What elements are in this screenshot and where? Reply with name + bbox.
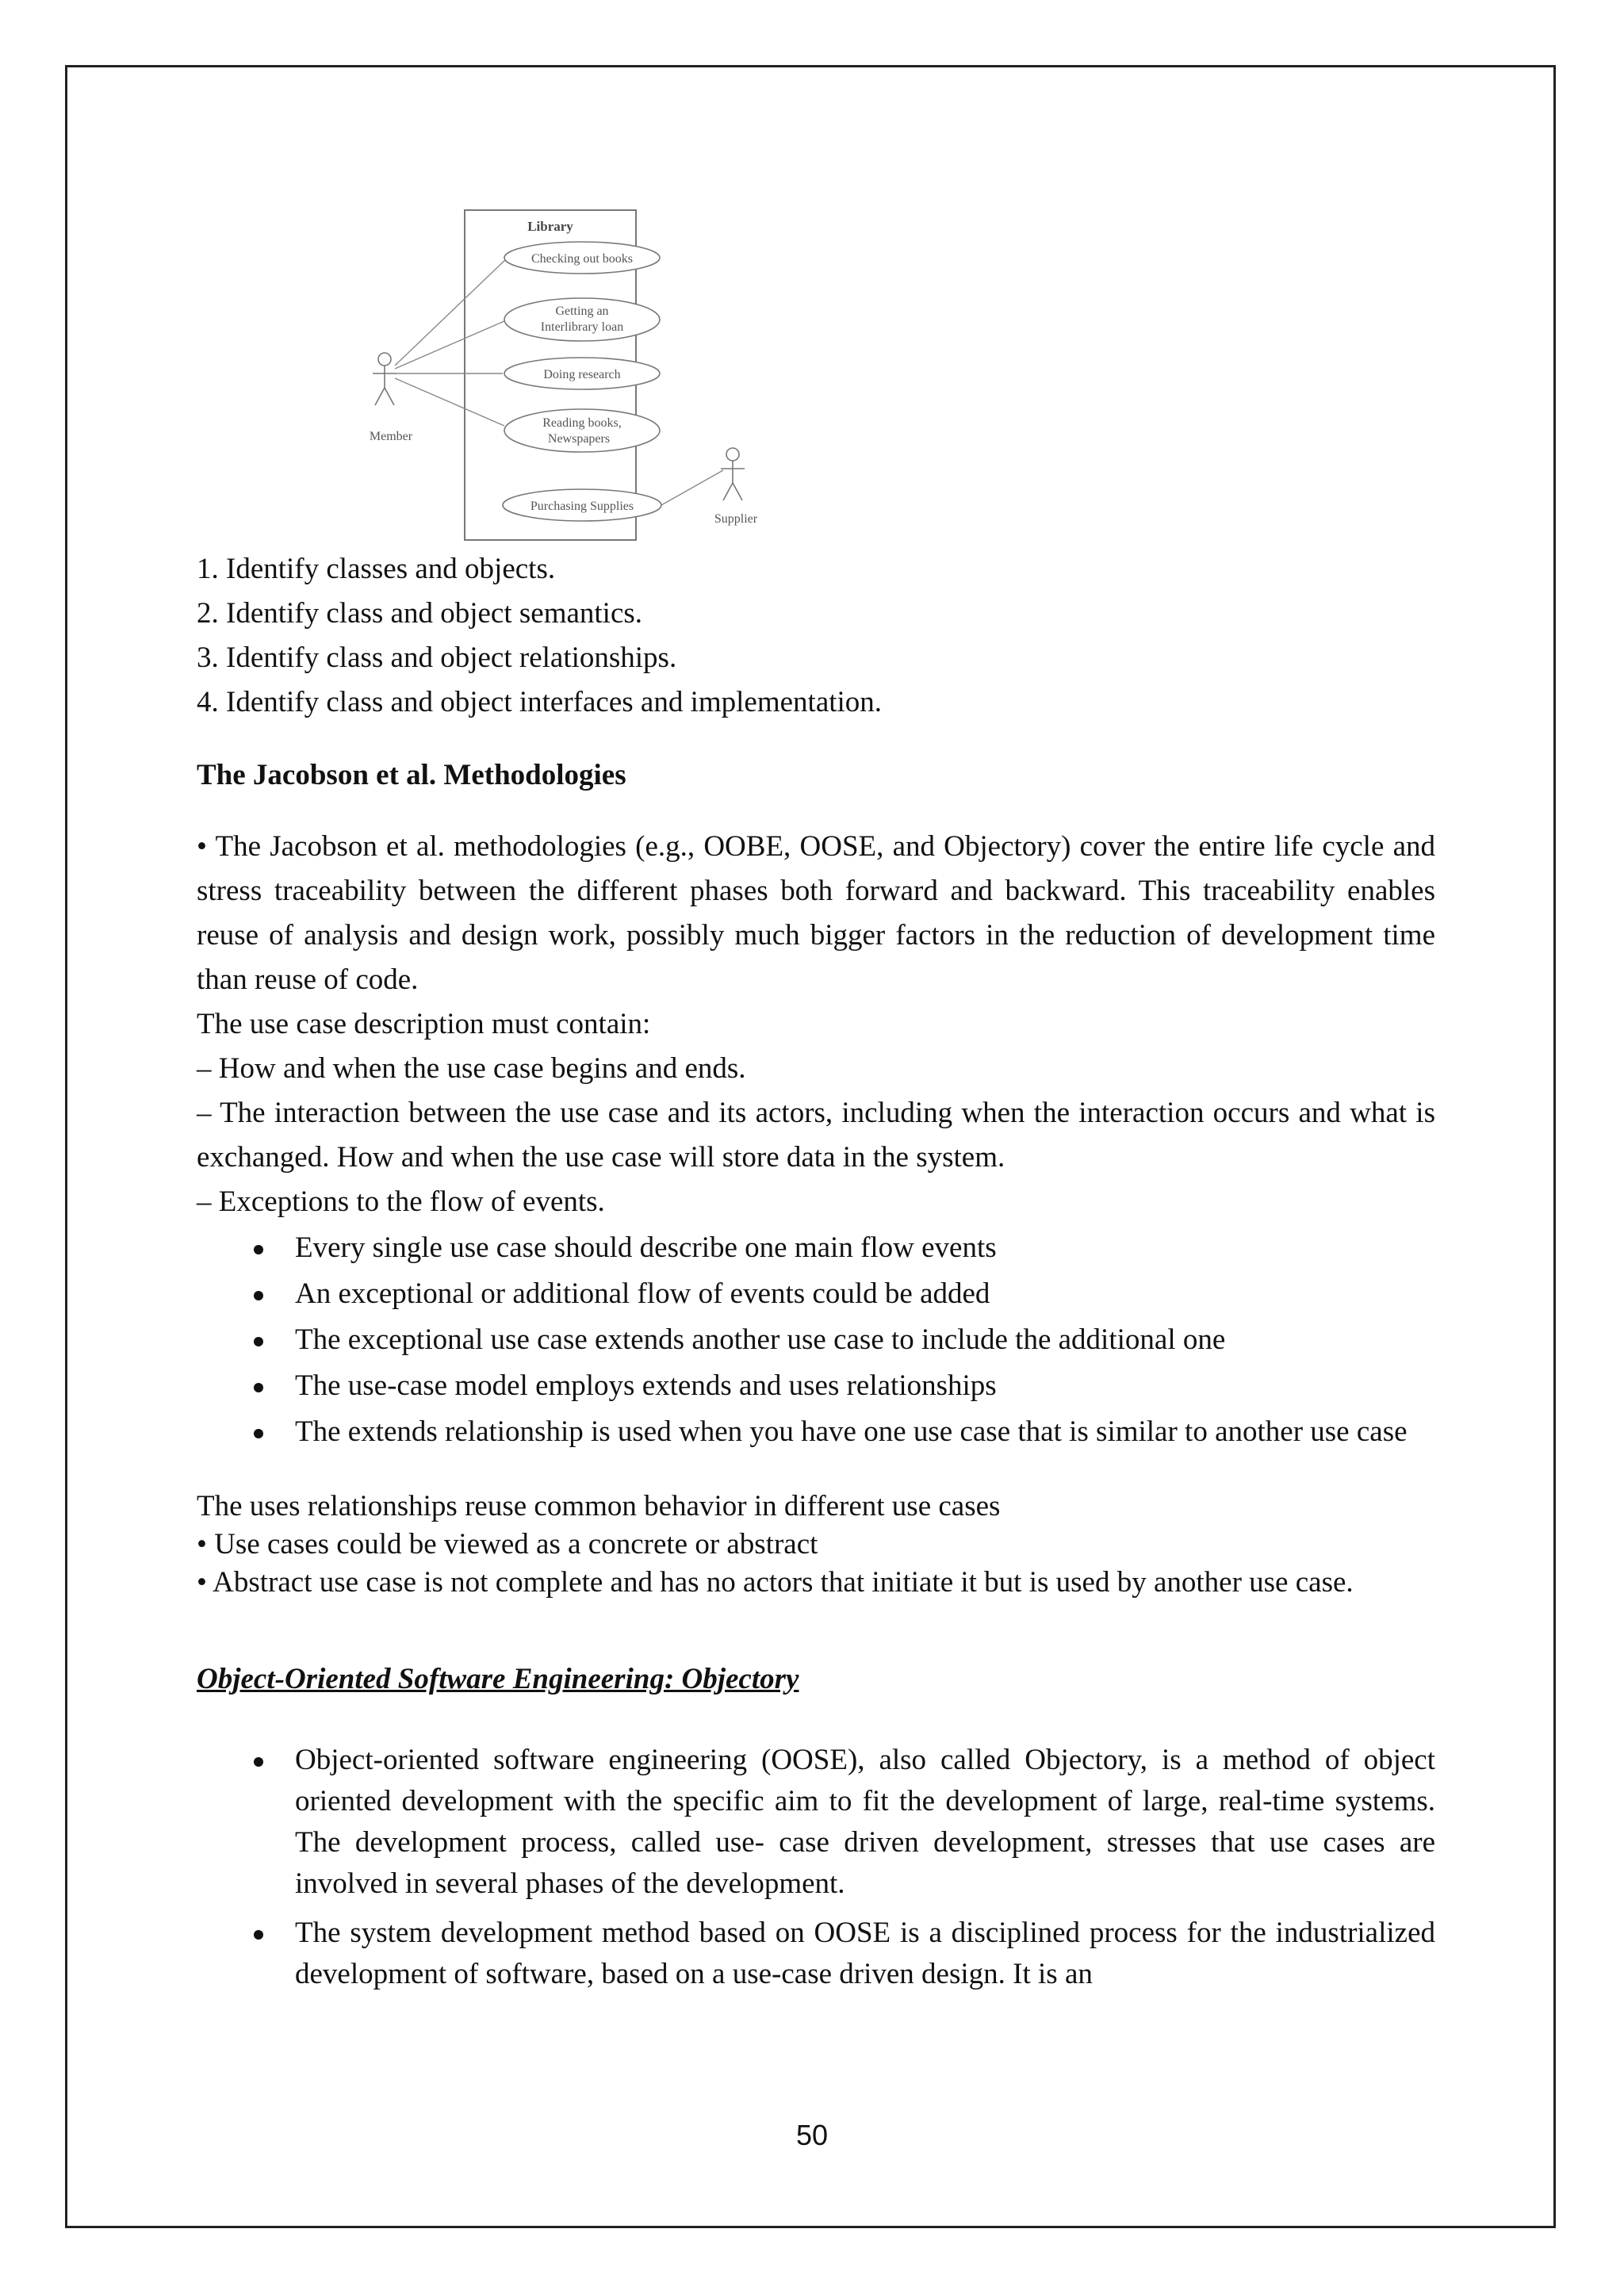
system-label: Library — [527, 219, 573, 234]
steps-list — [197, 547, 1435, 725]
list-item-text: The exceptional use case extends another use case to include the additional one — [295, 1323, 1226, 1356]
use-case-diagram — [349, 202, 777, 543]
list-item-text: The system development method based on OOSE is a disciplined process for the industrialized development of software, based on a use-case driven design. It is an — [295, 1917, 1435, 1990]
list-item — [197, 1227, 1435, 1269]
bullet-icon — [254, 1383, 263, 1392]
abstract-line: • Abstract use case is not complete and has no actors that initiate it but is used by another use case. — [197, 1566, 1354, 1599]
list-item — [197, 1365, 1435, 1407]
bullet-icon — [254, 1757, 263, 1767]
use-case-ellipses — [503, 242, 661, 521]
page-content — [197, 547, 1435, 2003]
step-item: 3. Identify class and object relationships. — [197, 641, 677, 674]
use-case-label: Doing research — [543, 368, 621, 381]
dash-item: – Exceptions to the flow of events. — [197, 1185, 605, 1218]
list-item-text: Every single use case should describe one main flow events — [295, 1231, 997, 1264]
must-contain-line: The use case description must contain: — [197, 1008, 651, 1040]
use-case-label: Checking out books — [531, 252, 633, 266]
use-case-label: Reading books, — [542, 416, 622, 430]
uses-block — [197, 1488, 1435, 1602]
bullet-icon — [254, 1930, 263, 1940]
list-item — [197, 1273, 1435, 1315]
list-item — [197, 1411, 1435, 1453]
list-item-text: The use-case model employs extends and uses relationships — [295, 1369, 997, 1402]
bullet-icon — [254, 1337, 263, 1346]
dash-item: – The interaction between the use case and its actors, including when the interaction occurs and what is exchanged. How and when the use case will store data in the system. — [197, 1097, 1435, 1174]
uses-line: The uses relationships reuse common behavior in different use cases — [197, 1490, 1001, 1522]
member-label: Member — [369, 430, 413, 443]
use-case-label: Newspapers — [547, 432, 611, 446]
list-item-text: An exceptional or additional flow of events could be added — [295, 1277, 990, 1310]
page-number: 50 — [795, 2119, 829, 2151]
list-item — [197, 1740, 1435, 1905]
step-item: 2. Identify class and object semantics. — [197, 597, 643, 630]
intro-paragraph: • The Jacobson et al. methodologies (e.g., OOBE, OOSE, and Objectory) cover the entire life cycle and stress traceability between the different phases both forward and backward. This traceability enables reuse of analysis and design work, possibly much bigger factors in the reduction of development time than reuse of code. — [197, 830, 1435, 996]
supplier-actor-icon — [721, 448, 745, 500]
bullet-icon — [254, 1291, 263, 1300]
bullet-icon — [254, 1429, 263, 1438]
oose-heading: Object-Oriented Software Engineering: Objectory — [197, 1663, 799, 1695]
list-item-text: The extends relationship is used when you have one use case that is similar to another use case — [295, 1415, 1408, 1448]
use-case-diagram-svg — [349, 202, 777, 543]
use-case-label: Purchasing Supplies — [530, 500, 634, 513]
step-item: 1. Identify classes and objects. — [197, 553, 556, 585]
bullet-icon — [254, 1245, 263, 1254]
member-actor-icon — [373, 353, 396, 405]
use-case-label: Interlibrary loan — [540, 320, 624, 334]
jacobson-heading: The Jacobson et al. Methodologies — [197, 759, 626, 791]
list-item — [197, 1913, 1435, 1995]
step-item: 4. Identify class and object interfaces and implementation. — [197, 686, 883, 718]
list-item-text: Object-oriented software engineering (OOSE), also called Objectory, is a method of object oriented development with the specific aim to fit the development of large, real-time systems. The development process, called use- case driven development, stresses that use cases are involved in several phases of the development. — [295, 1744, 1435, 1900]
use-case-label: Getting an — [555, 304, 609, 318]
supplier-label: Supplier — [714, 512, 758, 526]
concrete-line: • Use cases could be viewed as a concrete or abstract — [197, 1528, 818, 1561]
use-case-rules-list — [197, 1227, 1435, 1453]
list-item — [197, 1319, 1435, 1361]
dash-item: – How and when the use case begins and ends. — [197, 1052, 746, 1085]
oose-list — [197, 1740, 1435, 1995]
